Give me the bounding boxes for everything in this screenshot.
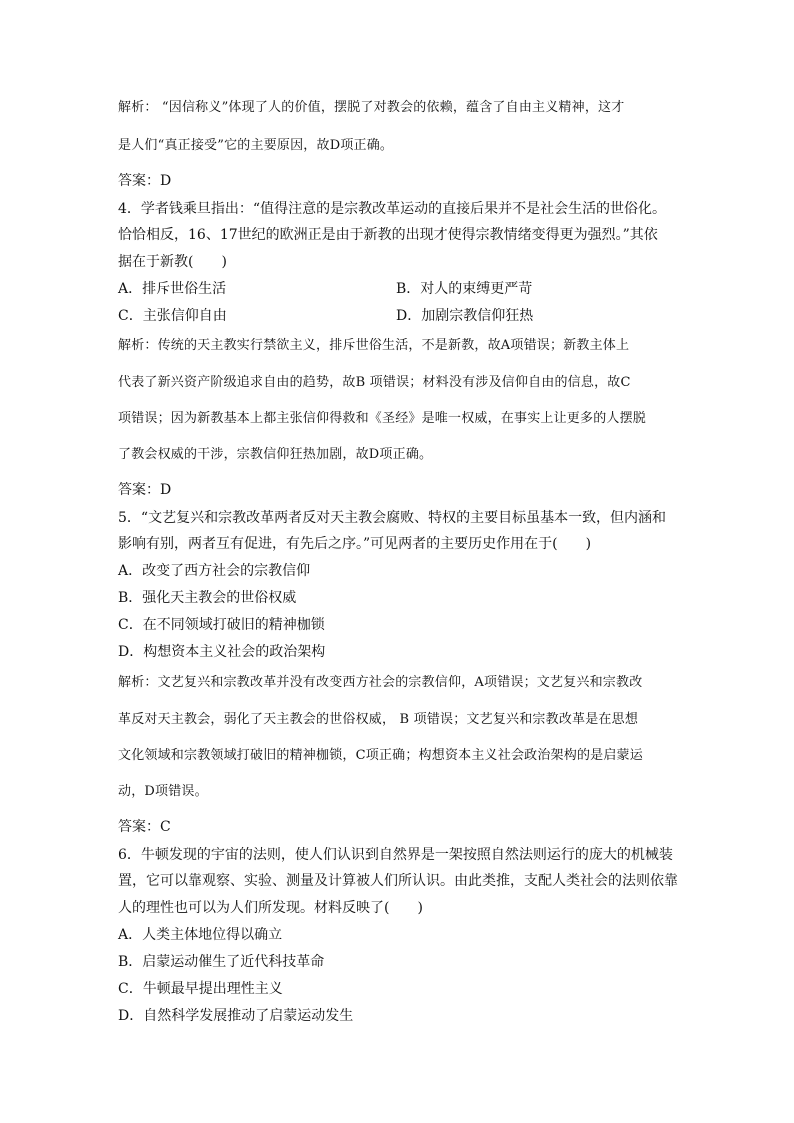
q4-explanation-line-4: 了教会权威的干涉，宗教信仰狂热加剧，故D项正确。 xyxy=(118,447,433,462)
q3-explanation-line-2: 是人们“真正接受”它的主要原因，故D项正确。 xyxy=(118,138,394,153)
q6-option-d: D．自然科学发展推动了启蒙运动发生 xyxy=(118,1008,354,1024)
q4-stem-line-1: 4．学者钱乘旦指出：“值得注意的是宗教改革运动的直接后果并不是社会生活的世俗化。 xyxy=(118,201,667,217)
q5-explanation-line-1: 解析：文艺复兴和宗教改革并没有改变西方社会的宗教信仰，A项错误；文艺复兴和宗教改 xyxy=(118,675,643,690)
q6-option-c: C．牛顿最早提出理性主义 xyxy=(118,981,283,997)
q6-stem-line-3: 人的理性也可以为人们所发现。材料反映了( ) xyxy=(118,900,423,916)
q5-answer: 答案：C xyxy=(118,819,171,835)
q5-stem-line-2: 影响有别，两者互有促进，有先后之序。”可见两者的主要历史作用在于( ) xyxy=(118,536,592,552)
q4-stem-line-2: 恰恰相反，16、17世纪的欧洲正是由于新教的出现才使得宗教情绪变得更为强烈。”其依 xyxy=(118,227,658,243)
q5-option-a: A．改变了西方社会的宗教信仰 xyxy=(118,563,311,579)
q4-option-c: C．主张信仰自由 xyxy=(118,308,227,324)
q4-option-d: D．加剧宗教信仰狂热 xyxy=(396,308,534,324)
q4-option-b: B．对人的束缚更严苛 xyxy=(396,281,533,297)
q3-explanation-line-1: 解析： “因信称义”体现了人的价值，摆脱了对教会的依赖，蕴含了自由主义精神，这才 xyxy=(118,100,625,115)
q5-option-c: C．在不同领域打破旧的精神枷锁 xyxy=(118,617,325,633)
q6-stem-line-1: 6．牛顿发现的宇宙的法则，使人们认识到自然界是一架按照自然法则运行的庞大的机械装 xyxy=(118,847,673,863)
q4-explanation-line-3: 项错误；因为新教基本上都主张信仰得救和《圣经》是唯一权威，在事实上让更多的人摆脱 xyxy=(118,411,647,426)
q6-option-a: A．人类主体地位得以确立 xyxy=(118,927,283,943)
q5-option-b: B．强化天主教会的世俗权威 xyxy=(118,590,297,606)
q4-explanation-line-1: 解析：传统的天主教实行禁欲主义，排斥世俗生活，不是新教，故A项错误；新教主体上 xyxy=(118,338,630,353)
q6-option-b: B．启蒙运动催生了近代科技革命 xyxy=(118,954,325,970)
q4-answer: 答案：D xyxy=(118,482,172,498)
q3-answer: 答案：D xyxy=(118,173,172,189)
q5-option-d: D．构想资本主义社会的政治架构 xyxy=(118,644,326,660)
q5-explanation-line-4: 动，D项错误。 xyxy=(118,784,208,799)
q4-option-a: A．排斥世俗生活 xyxy=(118,281,227,297)
q4-explanation-line-2: 代表了新兴资产阶级追求自由的趋势，故B 项错误；材料没有涉及信仰自由的信息，故C xyxy=(118,375,631,390)
q5-explanation-line-3: 文化领域和宗教领域打破旧的精神枷锁，C项正确；构想资本主义社会政治架构的是启蒙运 xyxy=(118,748,643,763)
q6-stem-line-2: 置，它可以靠观察、实验、测量及计算被人们所认识。由此类推，支配人类社会的法则依靠 xyxy=(118,873,678,889)
q4-stem-line-3: 据在于新教( ) xyxy=(118,254,227,270)
q5-explanation-line-2: 革反对天主教会，弱化了天主教会的世俗权威， B 项错误；文艺复兴和宗教改革是在思想 xyxy=(118,712,639,727)
q5-stem-line-1: 5．“文艺复兴和宗教改革两者反对天主教会腐败、特权的主要目标虽基本一致，但内涵和 xyxy=(118,510,667,526)
